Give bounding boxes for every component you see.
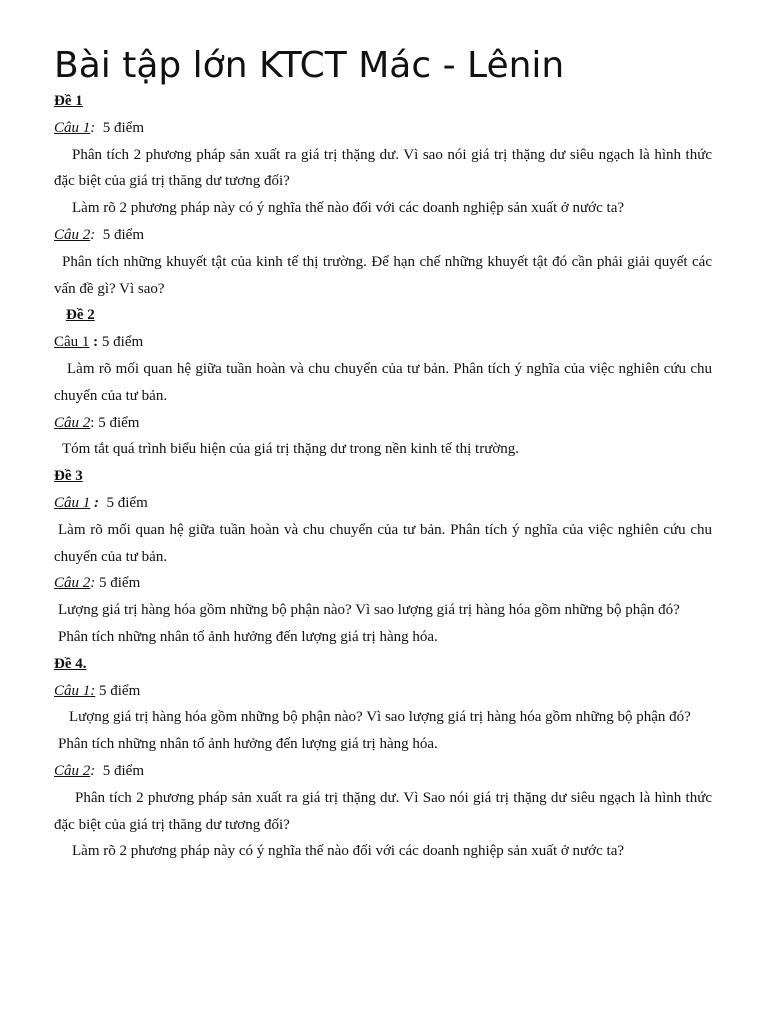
question-paragraph: Làm rõ 2 phương pháp này có ý nghĩa thế nào đối với các doanh nghiệp sản xuất ở nước ta? xyxy=(72,843,625,860)
question-paragraph: Làm rõ 2 phương pháp này có ý nghĩa thế nào đối với các doanh nghiệp sản xuất ở nước ta? xyxy=(72,200,625,217)
question-paragraph: Lượng giá trị hàng hóa gồm những bộ phận nào? Vì sao lượng giá trị hàng hóa gồm những bộ phận đó? xyxy=(58,602,680,619)
question-paragraph: Phân tích những khuyết tật của kinh tế thị trường. Để hạn chế những khuyết tật đó cần phải giải quyết các vấn đề gì? Vì sao? xyxy=(54,253,712,297)
question-paragraph: Phân tích những nhân tố ảnh hưởng đến lượng giá trị hàng hóa. xyxy=(58,628,438,645)
question-header: Câu 2: 5 điểm xyxy=(54,226,145,243)
question-paragraph: Phân tích 2 phương pháp sản xuất ra giá trị thặng dư. Vì Sao nói giá trị thặng dư siêu ngạch là hình thức đặc biệt của giá trị thăng dư tương đối? xyxy=(54,789,712,833)
question-paragraph: Làm rõ mối quan hệ giữa tuần hoàn và chu chuyển của tư bản. Phân tích ý nghĩa của việc nghiên cứu chu chuyển của tư bản. xyxy=(54,521,712,565)
question-paragraph: Lượng giá trị hàng hóa gồm những bộ phận nào? Vì sao lượng giá trị hàng hóa gồm những bộ phận đó? xyxy=(69,709,691,726)
question-header: Câu 2: 5 điểm xyxy=(54,762,145,779)
question-header: Câu 1: 5 điểm xyxy=(54,119,145,136)
section-heading-de-3: Đề 3 xyxy=(54,468,83,485)
question-paragraph: Tóm tắt quá trình biểu hiện của giá trị thặng dư trong nền kinh tế thị trường. xyxy=(62,441,520,458)
document-page xyxy=(54,44,712,865)
section-heading-de-2: Đề 2 xyxy=(66,307,95,324)
document-title: Bài tập lớn KTCT Mác - Lênin xyxy=(54,45,565,86)
question-header: Câu 1: 5 điểm xyxy=(54,682,141,699)
question-header: Câu 1 : 5 điểm xyxy=(54,494,148,511)
question-header: Câu 2: 5 điểm xyxy=(54,414,140,431)
section-heading-de-4: Đề 4. xyxy=(54,655,87,672)
question-paragraph: Phân tích 2 phương pháp sản xuất ra giá trị thặng dư. Vì sao nói giá trị thặng dư siêu ngạch là hình thức đặc biệt của giá trị thăng dư tương đối? xyxy=(54,146,712,190)
section-heading-de-1: Đề 1 xyxy=(54,93,83,109)
question-paragraph: Làm rõ mối quan hệ giữa tuần hoàn và chu chuyển của tư bản. Phân tích ý nghĩa của việc nghiên cứu chu chuyển của tư bản. xyxy=(54,360,712,404)
question-header: Câu 2: 5 điểm xyxy=(54,575,141,592)
question-header: Câu 1 : 5 điểm xyxy=(54,334,144,351)
question-paragraph: Phân tích những nhân tố ảnh hưởng đến lượng giá trị hàng hóa. xyxy=(58,736,438,753)
